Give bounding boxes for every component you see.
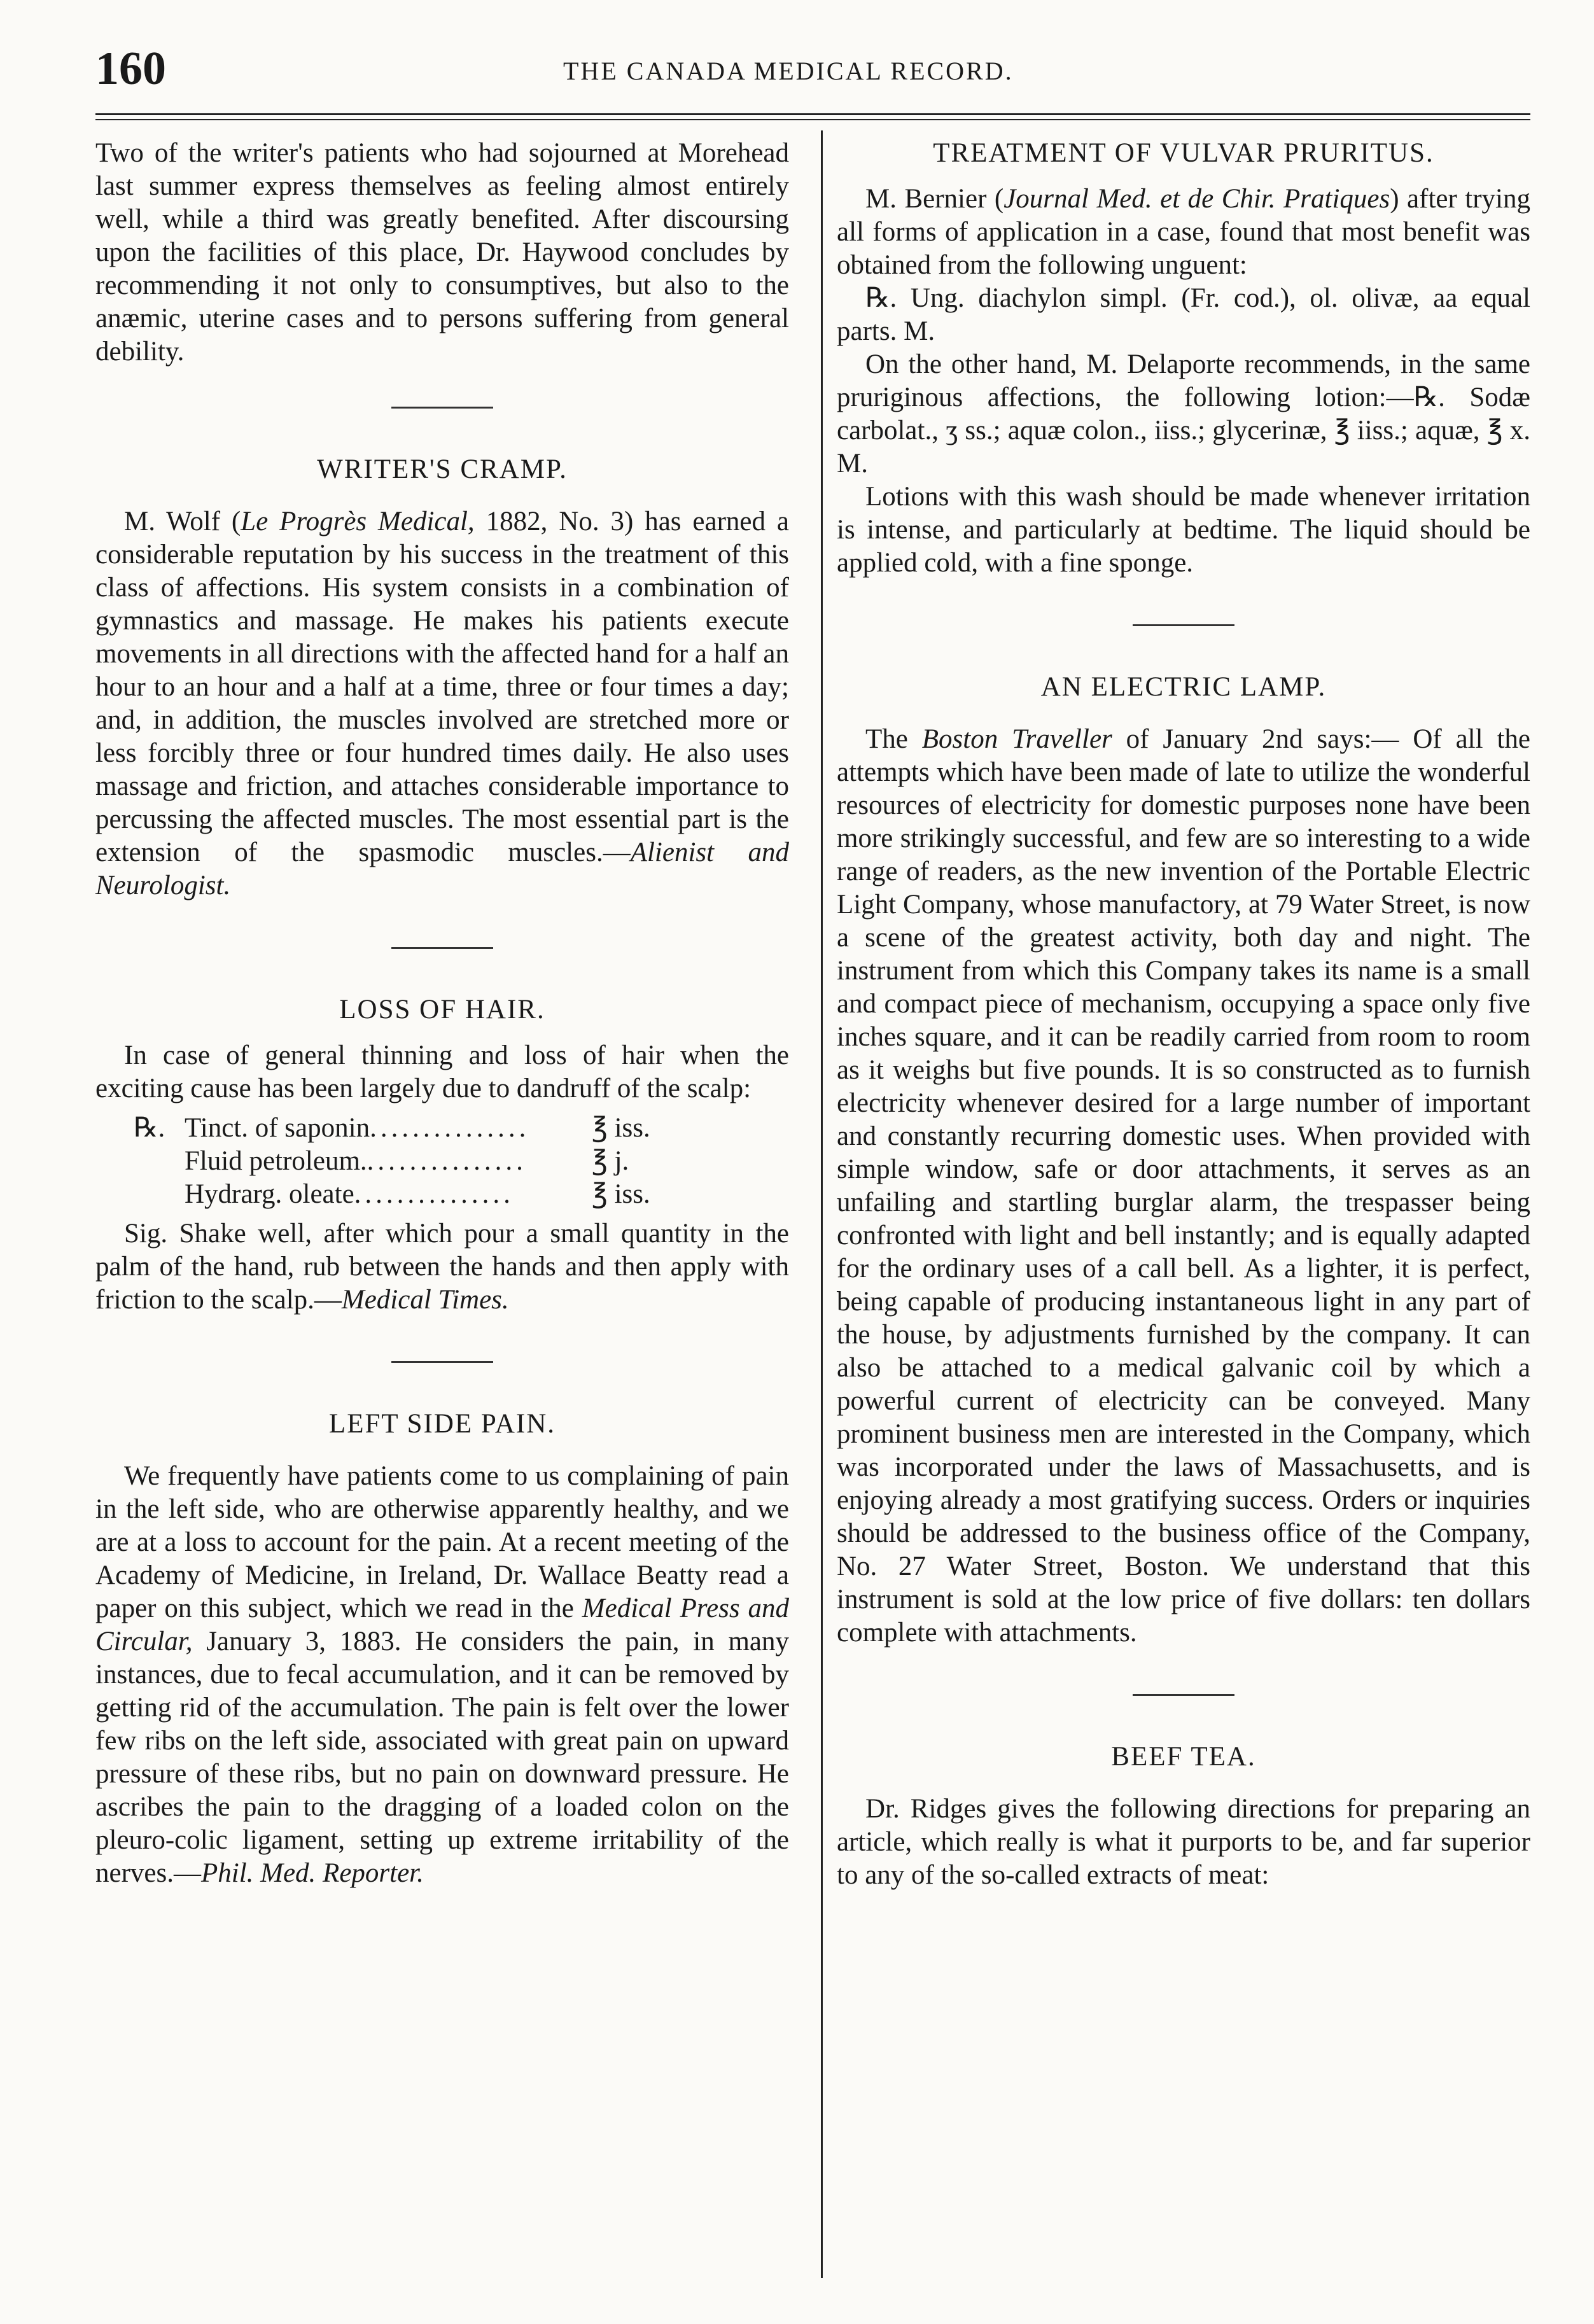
article-writers-cramp	[95, 453, 789, 902]
article-body	[95, 505, 789, 902]
ingredient-name: Tinct. of saponin...............	[185, 1113, 530, 1143]
source-credit: Medical Times.	[341, 1285, 509, 1315]
section-separator	[1133, 624, 1234, 626]
article-body: Sig. Shake well, after which pour a small quantity in the palm of the hand, rub between the hands and then apply with friction to the scalp.—Medical Times.	[95, 1219, 789, 1315]
journal-title: THE CANADA MEDICAL RECORD.	[563, 57, 1014, 85]
running-head	[95, 37, 1530, 107]
article-left-side-pain	[95, 1408, 789, 1890]
article-beef-tea	[837, 1740, 1530, 1892]
article-electric-lamp	[837, 671, 1530, 1649]
recipe-symbol: ℞.	[134, 1113, 165, 1143]
prescription-row	[134, 1178, 789, 1211]
source-credit: Phil. Med. Reporter.	[200, 1858, 424, 1888]
article-heading: BEEF TEA.	[1111, 1742, 1256, 1772]
left-column	[95, 137, 789, 1890]
section-separator	[391, 1361, 493, 1363]
source-title: Boston Traveller	[921, 724, 1112, 754]
page-number: 160	[95, 43, 166, 95]
article-vulvar-pruritus	[837, 137, 1530, 580]
ingredient-quantity: ℥ iss.	[592, 1113, 650, 1143]
source-title: Journal Med. et de Chir. Pratiques	[1003, 184, 1390, 214]
prescription-row	[134, 1145, 789, 1178]
article-intro: In case of general thinning and loss of hair when the exciting cause has been largely due to dandruff of the scalp:	[95, 1040, 789, 1103]
source-title: Medical Press and Circular,	[95, 1593, 790, 1656]
ingredient-name: Hydrarg. oleate...............	[185, 1179, 514, 1209]
column-divider	[821, 130, 823, 2278]
article-heading: LOSS OF HAIR.	[339, 995, 545, 1025]
article-heading: WRITER'S CRAMP.	[317, 454, 568, 484]
article-heading: LEFT SIDE PAIN.	[328, 1409, 556, 1439]
section-separator	[391, 947, 493, 949]
header-double-rule	[95, 113, 1530, 120]
article-body: Dr. Ridges gives the following directions for preparing an article, which really is what it purports to be, and far superior to any of the so-called extracts of meat:	[837, 1794, 1530, 1890]
ingredient-name: Fluid petroleum................	[185, 1146, 527, 1176]
source-title: Le Progrès Medical,	[241, 507, 475, 536]
text-lead: M. Wolf (	[124, 507, 241, 536]
article-body: The Boston Traveller of January 2nd says:— Of all the attempts which have been made of late to utilize the wonderful resources of electricity for domestic purposes none have been more strikingly successful, and few are so interesting to a wide range of readers, as the new invention of the Portable Electric Light Company, whose manufactory, at 79 Water Street, is now a scene of the greatest activity, both day and night. The instrument from which this Company takes its name is a small and compact piece of mechanism, occupying a space only five inches square, and it can be readily carried from room to room as it weighs but five pounds. It is so constructed as to furnish electricity whenever desired for a large number of important and constantly recurring domestic uses. When provided with simple window, safe or door attachments, it serves as an unfailing and startling burglar alarm, the trespasser being confronted with light and bell instantly; and is equally adapted for the ordinary uses of a call bell. As a lighter, it is perfect, being capable of producing instantaneous light in any part of the house, by adjustments furnished by the company. It can also be attached to a medical galvanic coil by which a powerful current of electricity can be conveyed. Many prominent business men are interested in the Company, which was incorporated under the laws of Massachusetts, and is enjoying already a most gratifying success. Orders or inquiries should be addressed to the business office of the Company, No. 27 Water Street, Boston. We understand that this instrument is sold at the low price of five dollars: ten dollars complete with attachments.	[837, 724, 1531, 1648]
article-heading: TREATMENT OF VULVAR PRURITUS.	[933, 138, 1434, 168]
prescription-table	[134, 1112, 789, 1211]
right-column	[837, 137, 1530, 1892]
article-body: M. Bernier (Journal Med. et de Chir. Pratiques) after trying all forms of application in a case, found that most benefit was obtained from the following unguent:	[837, 184, 1530, 280]
article-loss-of-hair	[95, 993, 789, 1317]
article-body: We frequently have patients come to us complaining of pain in the left side, who are otherwise apparently healthy, and we are at a loss to account for the pain. At a recent meeting of the Academy of Medicine, in Ireland, Dr. Wallace Beatty read a paper on this subject, which we read in the Medical Press and Circular, January 3, 1883. He considers the pain, in many instances, due to fecal accumulation, and it can be removed by getting rid of the accumulation. The pain is felt over the lower few ribs on the left side, associated with great pain on upward pressure of these ribs, but no pain on downward pressure. He ascribes the pain to the dragging of a loaded colon on the pleuro-colic ligament, setting up extreme irritability of the nerves.—Phil. Med. Reporter.	[95, 1461, 790, 1888]
article-heading: AN ELECTRIC LAMP.	[1040, 672, 1327, 702]
section-separator	[1133, 1694, 1234, 1696]
article-body: Lotions with this wash should be made whenever irritation is intense, and particularly at bedtime. The liquid should be applied cold, with a fine sponge.	[837, 482, 1530, 578]
intro-paragraph: Two of the writer's patients who had sojourned at Morehead last summer express themselves as feeling almost entirely well, while a third was greatly benefited. After discoursing upon the facilities of this place, Dr. Haywood concludes by recommending it not only to consumptives, but also to the anæmic, uterine cases and to persons suffering from general debility.	[95, 138, 789, 367]
text-body: 1882, No. 3) has earned a considerable reputation by his success in the treatment of this class of affections. His system consists in a combination of gymnastics and massage. He makes his patients execute movements in all directions with the affected hand for a half an hour to an hour and a half at a time, three or four times a day; and, in addition, the muscles involved are stretched more or less forcibly three or four hundred times daily. He also uses massage and friction, and attaches considerable importance to percussing the affected muscles. The most essential part is the extension of the spasmodic muscles.—	[95, 507, 790, 867]
ingredient-quantity: ℥ iss.	[592, 1179, 650, 1209]
section-separator	[391, 407, 493, 409]
prescription-row	[134, 1112, 789, 1145]
article-body: On the other hand, M. Delaporte recommends, in the same pruriginous affections, the following lotion:—℞. Sodæ carbolat., ʒ ss.; aquæ colon., iiss.; glycerinæ, ℥ iiss.; aquæ, ℥ x. M.	[837, 349, 1530, 479]
source-credit: Alienist and Neurologist.	[95, 837, 790, 900]
ingredient-quantity: ℥ j.	[592, 1146, 629, 1176]
prescription-text: ℞. Ung. diachylon simpl. (Fr. cod.), ol. olivæ, aa equal parts. M.	[837, 283, 1530, 346]
